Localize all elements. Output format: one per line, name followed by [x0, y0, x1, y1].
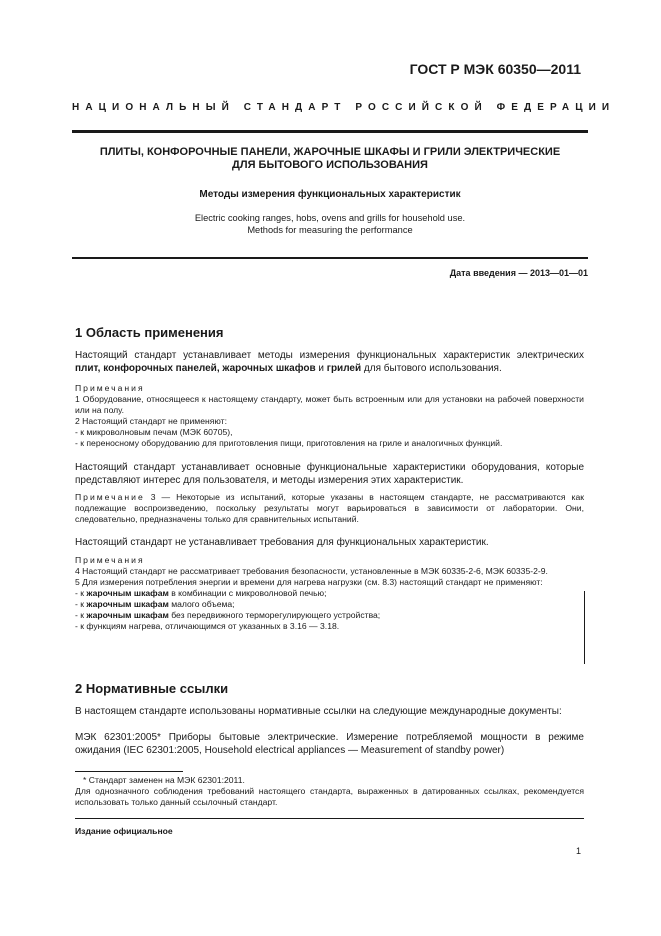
footnote-separator: [75, 771, 183, 772]
note-2-item-a: - к микроволновым печам (МЭК 60705),: [75, 427, 233, 437]
title-line-2: ДЛЯ БЫТОВОГО ИСПОЛЬЗОВАНИЯ: [232, 159, 428, 171]
note-5-item-b: [75, 599, 584, 610]
note-5-b-post: малого объема;: [168, 599, 235, 609]
note-5-item-c: [75, 610, 584, 621]
introduction-date: Дата введения — 2013—01—01: [449, 268, 588, 278]
notes-block-2: [75, 555, 584, 632]
p1-start: Настоящий стандарт устанавливает методы измерения функциональных характеристик электрических: [75, 350, 584, 361]
p1-mid: и: [315, 363, 327, 374]
standard-number: ГОСТ Р МЭК 60350—2011: [409, 61, 581, 77]
footnote-star: * Стандарт заменен на МЭК 62301:2011.: [83, 775, 245, 785]
section-2-paragraph-2: [75, 731, 584, 757]
section-1-paragraph-1: [75, 349, 584, 375]
note-5-item-a: [75, 588, 584, 599]
note-4: 4 Настоящий стандарт не рассматривает требования безопасности, установленные в МЭК 60335-2-6, МЭК 60335-2-9.: [75, 566, 548, 576]
english-title: [72, 212, 588, 236]
note-5-a-bold: жарочным шкафам: [86, 588, 169, 598]
notes-block-1: [75, 383, 584, 449]
official-edition: Издание официальное: [75, 826, 173, 836]
footnote-text: Для однозначного соблюдения требований настоящего стандарта, выраженных в датированных ссылках, рекомендуется использовать только данный ссылочный стандарт.: [75, 786, 584, 807]
section-1-paragraph-3: [75, 536, 584, 549]
note-5-b-bold: жарочным шкафам: [86, 599, 169, 609]
note-5-c-pre: - к: [75, 610, 87, 620]
national-standard-banner: НАЦИОНАЛЬНЫЙ СТАНДАРТ РОССИЙСКОЙ ФЕДЕРАЦИИ: [72, 102, 616, 113]
note-1: 1 Оборудование, относящееся к настоящему стандарту, может быть встроенным или для установки на рабочей поверхности или на полу.: [75, 394, 584, 415]
footnote: [75, 775, 584, 808]
note-5-item-d: - к функциям нагрева, отличающимся от указанных в 3.16 — 3.18.: [75, 621, 340, 631]
section-2-heading: 2 Нормативные ссылки: [75, 681, 229, 696]
section-1-paragraph-2: [75, 461, 584, 487]
page-number: 1: [575, 846, 581, 856]
title-line-1: ПЛИТЫ, КОНФОРОЧНЫЕ ПАНЕЛИ, ЖАРОЧНЫЕ ШКАФЫ И ГРИЛИ ЭЛЕКТРИЧЕСКИЕ: [99, 146, 561, 158]
notes-1-title: Примечания: [75, 383, 145, 393]
note-3-label: Примечание: [75, 492, 145, 502]
section-1-heading: 1 Область применения: [75, 325, 224, 340]
p3-text: Настоящий стандарт не устанавливает требования для функциональных характеристик.: [75, 537, 489, 548]
change-bar: [584, 591, 585, 664]
p1-bold-2: грилей: [326, 363, 362, 374]
note-5-b-pre: - к: [75, 599, 87, 609]
notes-2-title: Примечания: [75, 555, 145, 565]
english-title-line-2: Methods for measuring the performance: [247, 225, 413, 235]
s2-p2-text: МЭК 62301:2005* Приборы бытовые электрические. Измерение потребляемой мощности в режиме ожидания (IEC 62301:2005, Household electrical appliances — Measurement of standby power): [75, 732, 584, 756]
english-title-line-1: Electric cooking ranges, hobs, ovens and grills for household use.: [194, 213, 466, 223]
document-subtitle: Методы измерения функциональных характеристик: [199, 189, 461, 200]
title-divider: [72, 257, 588, 259]
p2-text: Настоящий стандарт устанавливает основные функциональные характеристики оборудования, которые представляют интерес для пользователя, и методы измерения этих характеристик.: [75, 462, 584, 486]
note-5-c-bold: жарочным шкафам: [86, 610, 169, 620]
note-5-c-post: без передвижного терморегулирующего устройства;: [168, 610, 381, 620]
s2-p1-text: В настоящем стандарте использованы нормативные ссылки на следующие международные документы:: [75, 706, 562, 717]
note-2-item-b: - к переносному оборудованию для приготовления пищи, приготовления на гриле и аналогичных функций.: [75, 438, 503, 448]
p1-bold-1: плит, конфорочных панелей, жарочных шкафов: [75, 363, 316, 374]
p1-end: для бытового использования.: [361, 363, 502, 374]
footer-divider: [75, 818, 584, 819]
note-5: 5 Для измерения потребления энергии и времени для нагрева нагрузки (см. 8.3) настоящий стандарт не применяют:: [75, 577, 543, 587]
note-3: [75, 492, 584, 525]
note-5-a-pre: - к: [75, 588, 87, 598]
note-3-text: 3 — Некоторые из испытаний, которые указаны в настоящем стандарте, не рассматриваются как подлежащие воспроизведению, поскольку результаты могут варьироваться в зависимости от лаборатории. Они, следовательно, предназначены только для сравнительных испытаний.: [75, 492, 584, 524]
header-divider: [72, 130, 588, 133]
document-title: [72, 146, 588, 172]
section-2-paragraph-1: [75, 705, 584, 718]
note-5-a-post: в комбинации с микроволновой печью;: [168, 588, 327, 598]
note-2: 2 Настоящий стандарт не применяют:: [75, 416, 227, 426]
